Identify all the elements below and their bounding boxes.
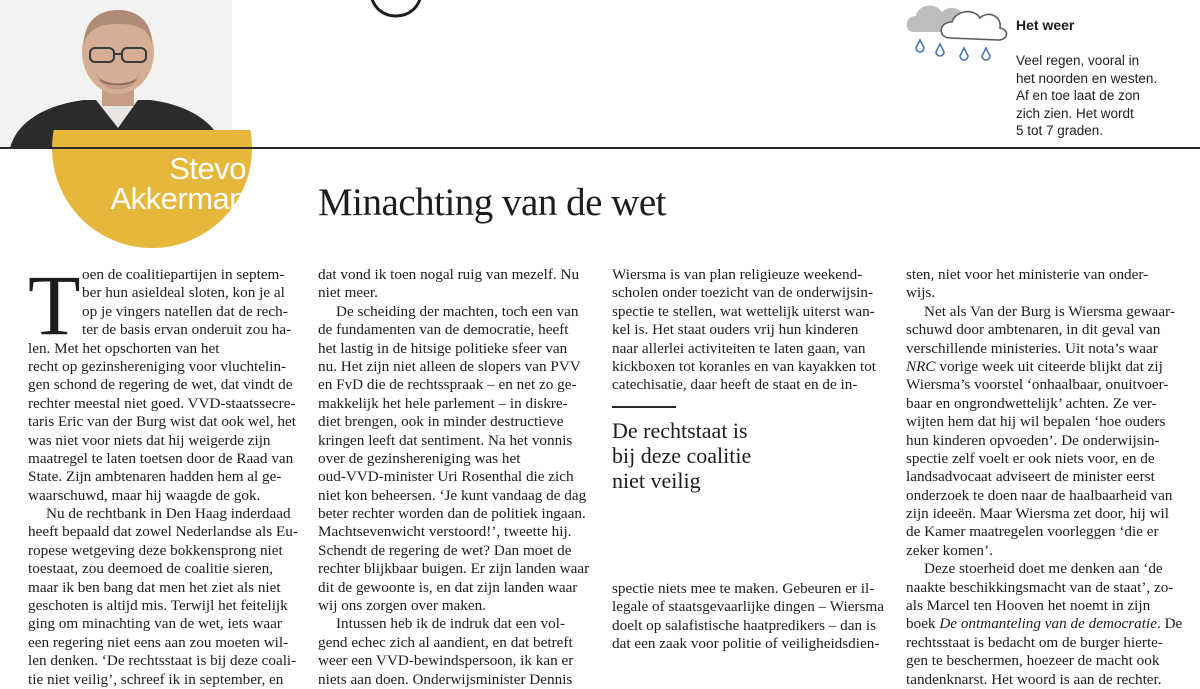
text-line: ter de basis ervan onderuit zou ha- [82,321,292,339]
column-3-paragraph-top [612,266,892,395]
text-line: waarschuwd, maar hij waagde de gok. [28,486,261,504]
text-line: NRC vorige week uit citeerde blijkt dat zij [906,357,1163,375]
text-line: State. Zijn ambtenaren hadden hem al ge- [28,468,282,486]
author-photo [0,0,232,148]
text-line: weer een VVD-bewindspersoon, ik kan er [318,652,574,670]
text-line: boek De ontmanteling van de democratie. De [906,615,1183,633]
text-line: spectie niets mee te maken. Gebeuren er il- [612,580,875,597]
author-portrait-illustration [0,0,232,148]
text-line: Wiersma is van plan religieuze weekend- [612,266,863,283]
text-line: oen de coalitiepartijen in septem- [82,266,285,283]
text-line: zijn ideeën. Maar Wiersma zet door, hij wil [906,505,1169,523]
article-column-1 [28,257,298,689]
text-line: niet meer. [318,284,378,302]
text-line: De scheiding der machten, toch een van [336,302,579,320]
text-line: niet kon beheersen. ‘Je kunt vandaag de dag [318,486,587,504]
pull-quote [612,418,872,493]
text-line: kel is. Het staat ouders vrij hun kinderen [612,321,859,339]
drop-cap: T [28,257,81,353]
weather-forecast [1016,52,1196,140]
page-ornament [366,0,426,20]
text-line: wij ons zorgen over maken. [318,597,487,615]
text-line: ber hun asieldeal sloten, kon je al [82,284,285,302]
text-line: de Kamer maatregelen voorleggen ‘die er [906,523,1159,541]
pull-quote-line: bij deze coalitie [612,443,752,468]
text-line: ropese wetgeving deze bokkensprong niet [28,541,283,559]
text-line: en FvD die de rechtsspraak – en net zo ge- [318,376,577,394]
text-line: kringen leeft dat sentiment. Na het vonnis [318,431,573,449]
text-line: geschoten is altijd mis. Terwijl het feitelijk [28,597,288,615]
weather-line: 5 tot 7 graden. [1016,123,1104,138]
text-line: beter rechter worden dan de politiek ingaan. [318,505,586,523]
author-last-name: Akkerman [110,181,246,216]
text-line: onderzoek te doen naar de haalbaarheid van [906,486,1173,504]
text-line: doelt op salafistische haatpredikers – dan is [612,616,877,634]
column-1-paragraph-2 [28,505,298,689]
article-column-3 [612,266,892,395]
text-line: naakte beschikkingsmacht van de staat’, zo- [906,578,1174,596]
text-line: wijten hem dat hij wil bepalen ‘hoe ouders [906,413,1166,431]
weather-title: Het weer [1016,17,1075,33]
text-line: de fundamenten van de democratie, heeft [318,321,569,339]
text-line: wijs. [906,284,936,302]
weather-line: zich zien. Het wordt [1016,105,1134,121]
text-line: oud-VVD-minister Uri Rosenthal die zich [318,468,574,486]
article-column-4 [906,266,1196,689]
text-line: gend echec zich al aandient, en dat betreft [318,633,573,651]
text-line: Machtsevenwicht verstoord!’, tweette hij. [318,523,572,541]
text-line: nu. Het zijn niet alleen de slopers van PVV [318,357,581,375]
text-line: Schendt de regering de wet? Dan moet de [318,541,572,559]
author-first-name: Stevo [169,151,246,186]
text-line: tandenknarst. Het woord is aan de rechter. [906,670,1162,688]
text-line: ging om minachting van de wet, iets waar [28,615,282,633]
text-line: makkelijk het hele parlement – in diskre- [318,394,568,412]
text-line: schuwd door ambtenaren, in dit geval van [906,321,1161,339]
text-line: Net als Van der Burg is Wiersma gewaar- [924,302,1175,320]
text-line: rechtsstaat is bedacht om de burger hierte- [906,633,1163,651]
text-line: niets aan doen. Onderwijsminister Dennis [318,670,573,688]
text-line: zeker komen’. [906,541,993,559]
author-name [66,151,246,216]
column-3-paragraph-bottom [612,580,892,654]
column-4-paragraph-3 [906,560,1196,689]
text-line: Deze stoerheid doet me denken aan ‘de [924,560,1163,578]
text-line: op je vingers natellen dat de rech- [82,302,288,320]
column-2-paragraph-3 [318,615,594,689]
text-line: len. Met het opschorten van het [28,339,220,357]
text-line: naar allerlei activiteiten te laten gaan, van [612,339,866,357]
column-4-paragraph-1 [906,266,1196,303]
text-line: scholen onder toezicht van de onderwijsin- [612,284,874,302]
text-line: hun kinderen opvoeden’. De onderwijsin- [906,431,1160,449]
text-line: een regering niet eens aan zou moeten wil- [28,633,289,651]
column-4-paragraph-2 [906,303,1196,560]
text-line: gen schond de regering de wet, dat vindt de [28,376,293,394]
text-line: diet brengen, ook in minder destructieve [318,413,564,431]
text-line: Wiersma’s voorstel ‘onhaalbaar, onuitvoer- [906,376,1169,394]
text-line: sten, niet voor het ministerie van onder- [906,266,1149,283]
text-line: Nu de rechtbank in Den Haag inderdaad [46,505,291,523]
text-line: taris Eric van der Burg wist dat ook wel, het [28,413,296,431]
text-line: len denken. ‘De rechtsstaat is bij deze coali- [28,652,297,670]
text-line: toestaat, zou deemoed de coalitie sieren, [28,560,274,578]
text-line: dat een zaak voor politie of veiligheidsdien- [612,635,880,653]
text-line: als Marcel ten Hooven het noemt in zijn [906,597,1151,615]
header-divider [0,147,1200,149]
text-line: was niet voor niets dat hij weigerde zijn [28,431,271,449]
text-line: catechisatie, daar heeft de staat en de in- [612,376,858,394]
text-line: dit de gewoonte is, en dat zijn landen waar [318,578,578,596]
weather-line: het noorden en westen. [1016,70,1158,86]
weather-line: Af en toe laat de zon [1016,88,1140,103]
pull-quote-line: niet veilig [612,468,701,493]
column-2-paragraph-1 [318,266,594,303]
text-line: spectie zelf voelt er ook niets voor, en de [906,449,1155,467]
article-column-2 [318,266,594,689]
pullquote-rule [612,406,676,408]
text-line: spectie te stellen, wat wettelijk uiterst wan- [612,302,875,320]
text-line: maatregel te laten toetsen door de Raad van [28,449,294,467]
article-column-3-continued [612,580,892,654]
text-line: tie niet veilig’, schreef ik in september, en [28,670,284,688]
article-headline: Minachting van de wet [318,181,666,224]
weather-line: Veel regen, vooral in [1016,53,1140,68]
column-2-paragraph-2 [318,303,594,616]
text-line: het lastig in de hitsige politieke sfeer van [318,339,568,357]
pull-quote-line: De rechtstaat is [612,418,748,443]
text-line: verschillende ministeries. Uit nota’s waar [906,339,1158,357]
rain-cloud-icon [900,0,1010,72]
text-line: recht op gezinshereniging voor vluchtelin- [28,357,287,375]
text-line: rechter blijkbaar buigen. Er zijn landen waar [318,560,590,578]
text-line: gen te beschermen, hoezeer de macht ook [906,652,1160,670]
text-line: baar en ongrondwettelijk’ achten. Ze ver- [906,394,1157,412]
text-line: heeft bepaald dat zowel Nederlandse als Eu- [28,523,298,541]
text-line: landsadvocaat adviseert de minister eerst [906,468,1155,486]
text-line: Intussen heb ik de indruk dat een vol- [336,615,566,633]
text-line: rechter meestal niet goed. VVD-staatssecre- [28,394,296,412]
text-line: legale of staatsgevaarlijke dingen – Wiersma [612,598,884,616]
text-line: kickboxen tot koranles en van kayakken tot [612,357,877,375]
text-line: maar ik ben bang dat men het ziet als niet [28,578,281,596]
column-1-paragraph-1 [28,340,298,506]
text-line: over de gezinshereniging was het [318,449,521,467]
text-line: dat vond ik toen nogal ruig van mezelf. Nu [318,266,580,283]
